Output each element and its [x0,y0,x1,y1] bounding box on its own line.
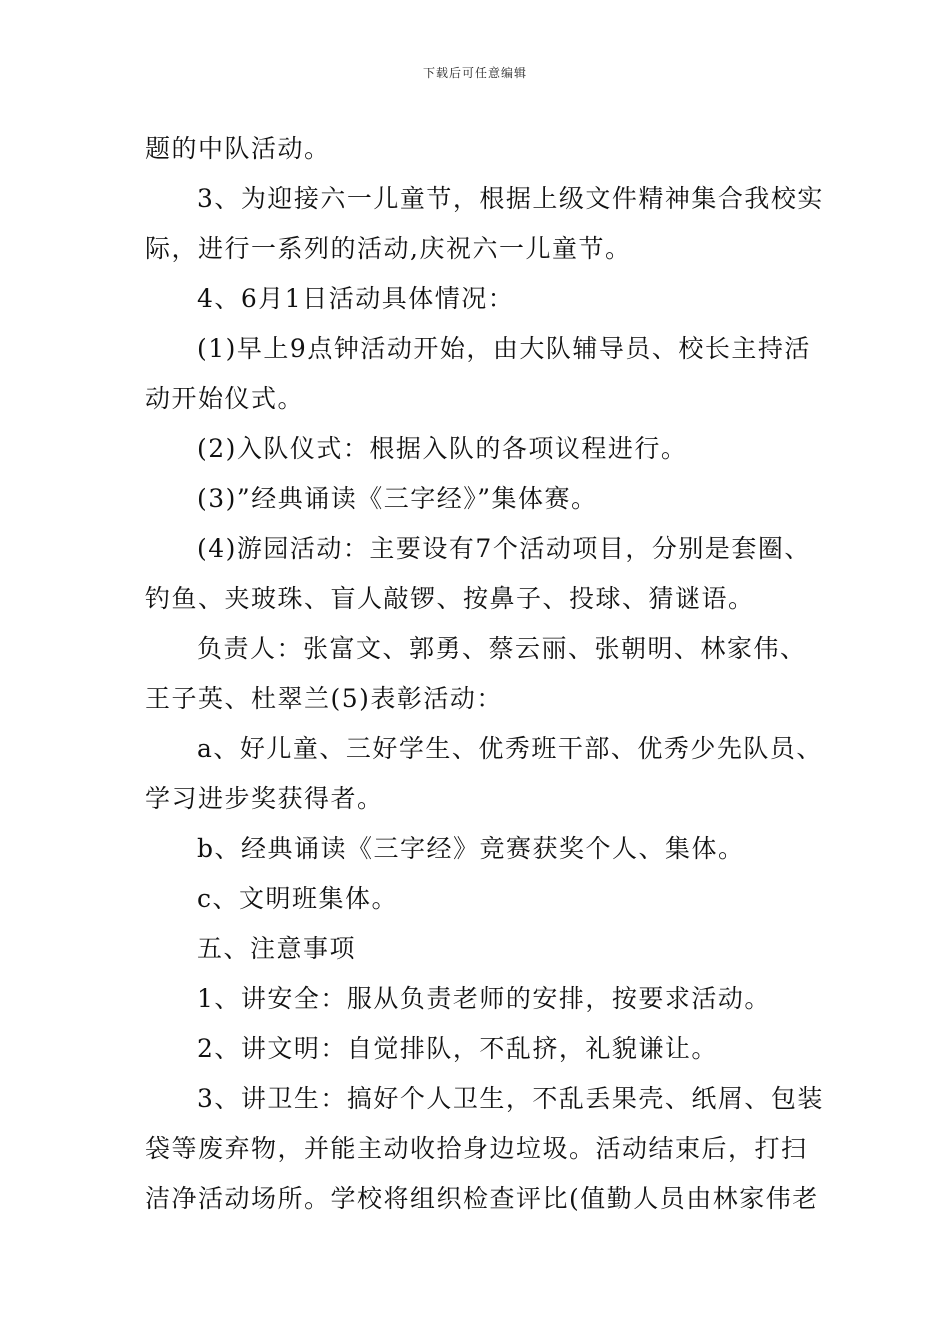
text-line: 题的中队活动。 [145,134,331,163]
text-line: 动开始仪式。 [145,384,305,413]
text-line: 4、6月1日活动具体情况： [197,284,515,313]
text-line: a、好儿童、三好学生、优秀班干部、优秀少先队员、 [197,734,823,763]
document-body [145,124,824,1224]
text-line: c、文明班集体。 [197,884,399,913]
text-line: 2、讲文明：自觉排队，不乱挤，礼貌谦让。 [197,1034,718,1063]
text-line: (4)游园活动：主要设有7个活动项目，分别是套圈、 [197,534,811,563]
text-line: (2)入队仪式：根据入队的各项议程进行。 [197,434,688,463]
text-line: (3)”经典诵读《三字经》”集体赛。 [197,484,598,513]
text-line: 3、为迎接六一儿童节，根据上级文件精神集合我校实 [197,184,824,213]
text-line: 际，进行一系列的活动,庆祝六一儿童节。 [145,234,632,263]
text-line: 洁净活动场所。学校将组织检查评比(值勤人员由林家伟老 [145,1184,819,1213]
text-line: 负责人：张富文、郭勇、蔡云丽、张朝明、林家伟、 [197,634,807,663]
text-line: 钓鱼、夹玻珠、盲人敲锣、按鼻子、投球、猜谜语。 [145,584,755,613]
text-line: 学习进步奖获得者。 [145,784,384,813]
text-line: 3、讲卫生：搞好个人卫生，不乱丢果壳、纸屑、包装 [197,1084,824,1113]
text-line: b、经典诵读《三字经》竞赛获奖个人、集体。 [197,834,745,863]
text-line: 王子英、杜翠兰(5)表彰活动： [145,684,503,713]
page-header: 下载后可任意编辑 [422,66,527,80]
text-line: (1)早上9点钟活动开始，由大队辅导员、校长主持活 [197,334,811,363]
text-line: 袋等废弃物，并能主动收拾身边垃圾。活动结束后，打扫 [145,1134,808,1163]
text-line: 1、讲安全：服从负责老师的安排，按要求活动。 [197,984,771,1013]
text-line: 五、注意事项 [197,934,357,963]
